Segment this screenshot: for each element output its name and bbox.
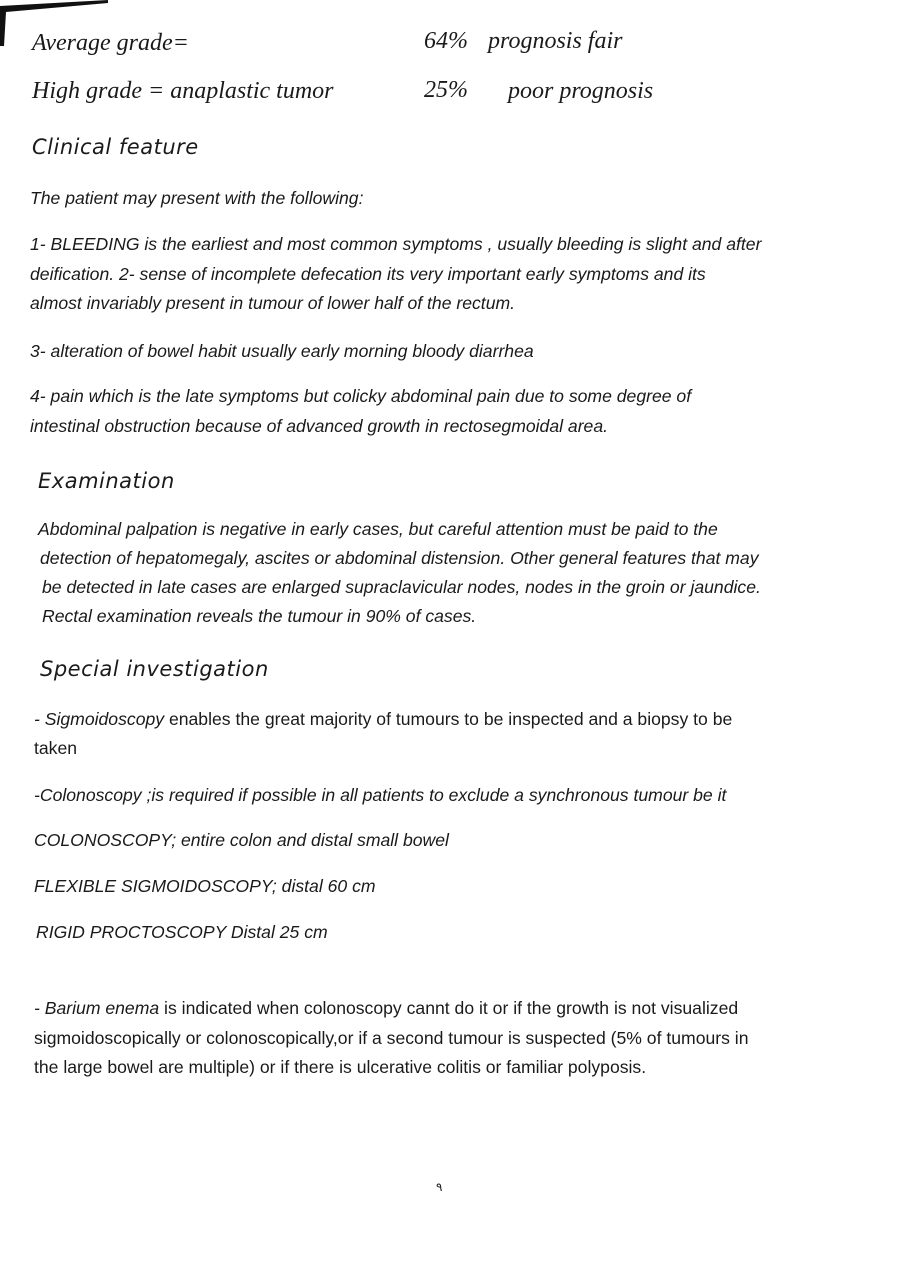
colonoscopy-line: -Colonoscopy ;is required if possible in all patients to exclude a synchronous tumour be it — [34, 785, 727, 805]
high-grade-prognosis: poor prognosis — [508, 78, 654, 104]
average-grade-label: Average grade= — [32, 30, 189, 56]
rigid-proctoscopy-range: RIGID PROCTOSCOPY Distal 25 cm — [36, 922, 328, 942]
clinical-item-1 — [30, 230, 761, 319]
barium-line-3: the large bowel are multiple) or if there is ulcerative colitis or familiar polyposis. — [34, 1057, 647, 1077]
high-grade-percent: 25% — [424, 77, 468, 103]
examination-paragraph — [38, 515, 761, 631]
average-grade-prognosis: prognosis fair — [488, 28, 623, 54]
clinical-item-1-line-3: almost invariably present in tumour of lower half of the rectum. — [30, 293, 516, 313]
barium-line-1 — [34, 994, 749, 1024]
clinical-feature-heading: Clinical feature — [32, 135, 199, 159]
clinical-item-1-line-1: 1- BLEEDING is the earliest and most common symptoms , usually bleeding is slight and after — [30, 234, 762, 254]
clinical-item-4-line-1: 4- pain which is the late symptoms but colicky abdominal pain due to some degree of — [30, 386, 692, 406]
clinical-item-3: 3- alteration of bowel habit usually early morning bloody diarrhea — [30, 341, 534, 361]
page-number: ٩ — [436, 1180, 443, 1194]
examination-line-4: Rectal examination reveals the tumour in 90% of cases. — [42, 606, 477, 626]
examination-line-3: be detected in late cases are enlarged supraclavicular nodes, nodes in the groin or jaundice. — [42, 577, 761, 597]
clinical-item-4 — [30, 382, 691, 441]
clinical-intro: The patient may present with the following: — [30, 188, 364, 208]
colonoscopy-range: COLONOSCOPY; entire colon and distal small bowel — [34, 830, 449, 850]
special-investigation-heading: Special investigation — [40, 657, 269, 681]
examination-line-1: Abdominal palpation is negative in early cases, but careful attention must be paid to the — [38, 519, 718, 539]
barium-line-2: sigmoidoscopically or colonoscopically,or if a second tumour is suspected (5% of tumours in — [34, 1027, 749, 1048]
high-grade-label: High grade = anaplastic tumor — [32, 78, 334, 104]
clinical-item-1-line-2: deification. 2- sense of incomplete defecation its very important early symptoms and its — [30, 263, 706, 284]
barium-text: is indicated when colonoscopy cannt do it or if the growth is not visualized — [159, 998, 739, 1018]
sigmoidoscopy-line-1 — [34, 709, 732, 730]
sigmoidoscopy-term: - Sigmoidoscopy — [34, 709, 165, 729]
flexible-sigmoidoscopy-range: FLEXIBLE SIGMOIDOSCOPY; distal 60 cm — [34, 876, 376, 896]
barium-term: - Barium enema — [34, 998, 160, 1018]
sigmoidoscopy-line-2: taken — [34, 738, 78, 758]
average-grade-percent: 64% — [424, 28, 468, 54]
barium-enema-paragraph — [34, 994, 749, 1083]
clinical-item-4-line-2: intestinal obstruction because of advanced growth in rectosegmoidal area. — [30, 415, 609, 436]
sigmoidoscopy-text: enables the great majority of tumours to be inspected and a biopsy to be — [164, 709, 733, 729]
examination-line-2: detection of hepatomegaly, ascites or abdominal distension. Other general features that may — [40, 548, 759, 568]
examination-heading: Examination — [38, 469, 175, 493]
